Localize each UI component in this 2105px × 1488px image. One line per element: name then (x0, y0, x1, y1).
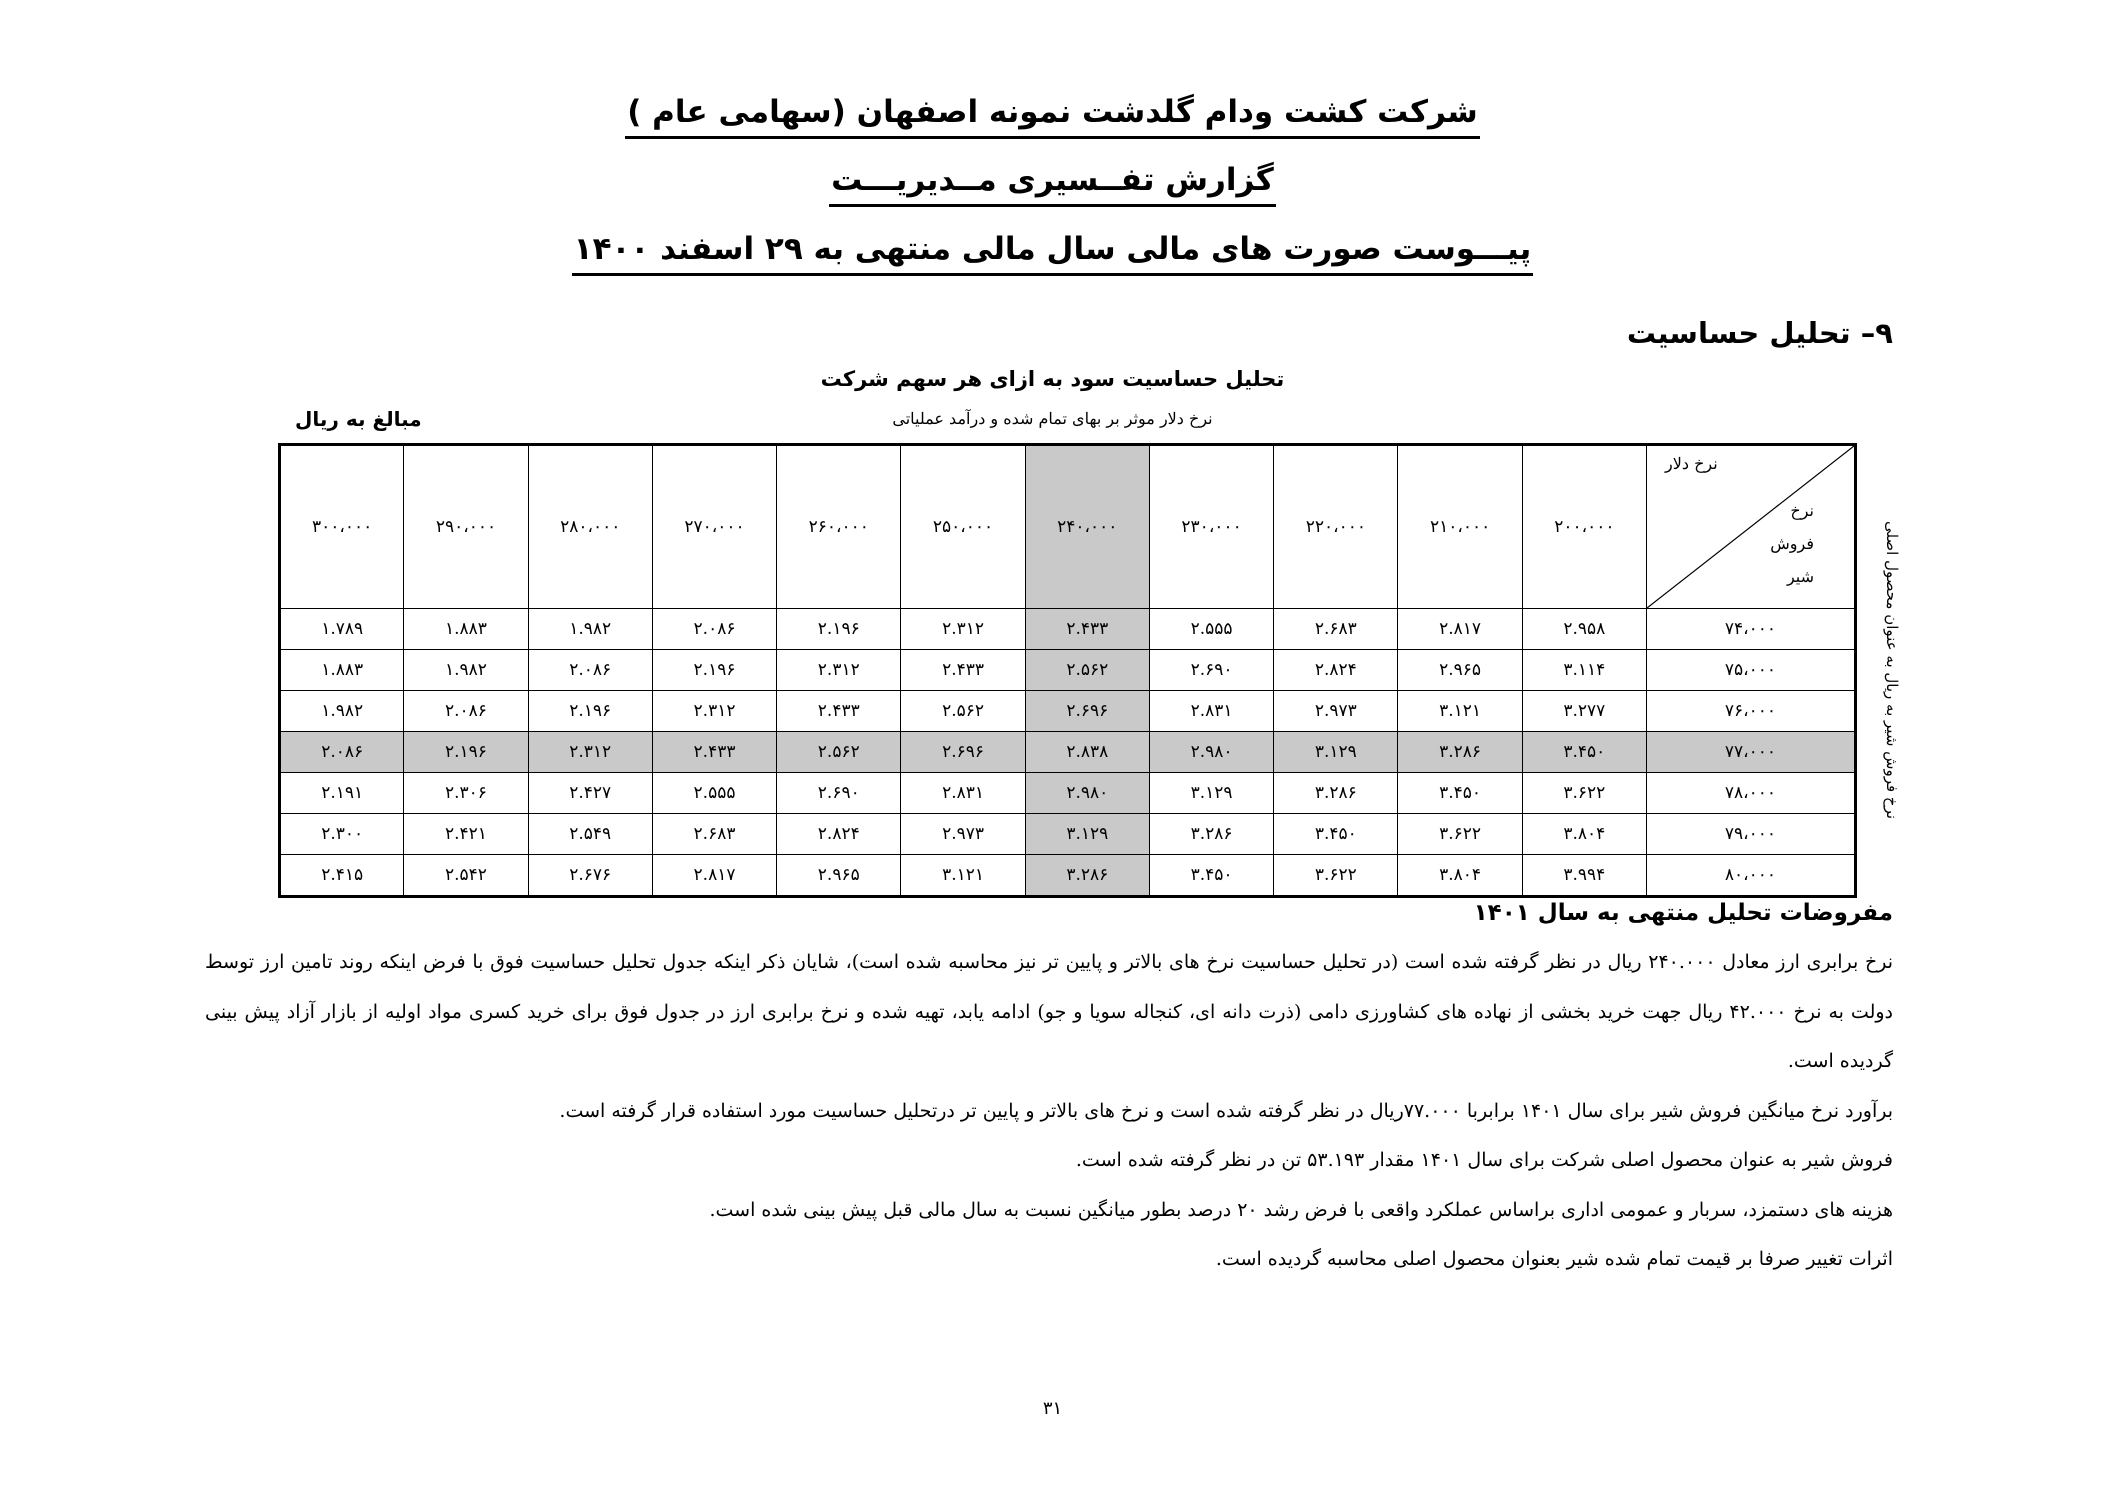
table-cell: ۲.۴۲۱ (404, 814, 528, 855)
table-cell: ۲.۳۰۶ (404, 773, 528, 814)
table-cell: ۱.۹۸۲ (404, 650, 528, 691)
table-cell: ۲.۰۸۶ (280, 732, 404, 773)
table-cell: ۲.۸۳۱ (1149, 691, 1273, 732)
row-header: ۷۵،۰۰۰ (1647, 650, 1856, 691)
table-cell: ۲.۱۹۱ (280, 773, 404, 814)
row-header: ۸۰،۰۰۰ (1647, 855, 1856, 897)
row-header: ۷۴،۰۰۰ (1647, 609, 1856, 650)
table-cell: ۳.۱۲۹ (1025, 814, 1149, 855)
table-cell: ۲.۹۸۰ (1025, 773, 1149, 814)
table-cell: ۱.۹۸۲ (280, 691, 404, 732)
assumption-paragraph: برآورد نرخ میانگین فروش شیر برای سال ۱۴۰۱ برابربا ۷۷.۰۰۰ریال در نظر گرفته شده است و نرخ های بالاتر و پایین تر درتحلیل حساسیت مورد استفاده قرار گرفته است. (559, 1099, 1893, 1122)
table-corner-cell (1647, 445, 1856, 609)
table-cell: ۲.۹۵۸ (1522, 609, 1646, 650)
table-cell: ۲.۵۵۵ (652, 773, 776, 814)
table-cell: ۱.۷۸۹ (280, 609, 404, 650)
table-cell: ۳.۸۰۴ (1398, 855, 1522, 897)
corner-milk-label: نرخ فروش شیر (1770, 501, 1814, 586)
column-header: ۲۴۰،۰۰۰ (1025, 445, 1149, 609)
table-row (280, 691, 1856, 732)
row-header: ۷۹،۰۰۰ (1647, 814, 1856, 855)
assumptions-text (205, 938, 1893, 1285)
assumption-paragraph: هزینه های دستمزد، سربار و عمومی اداری براساس عملکرد واقعی با فرض رشد ۲۰ درصد بطور میانگین نسبت به سال مالی قبل پیش بینی شده است. (709, 1198, 1893, 1221)
table-cell: ۲.۶۹۶ (1025, 691, 1149, 732)
table-cell: ۲.۸۲۴ (1274, 650, 1398, 691)
table-cell: ۲.۶۹۰ (1149, 650, 1273, 691)
table-row (280, 814, 1856, 855)
row-header: ۷۸،۰۰۰ (1647, 773, 1856, 814)
assumption-paragraph: اثرات تغییر صرفا بر قیمت تمام شده شیر بعنوان محصول اصلی محاسبه گردیده است. (1215, 1248, 1893, 1270)
table-cell: ۲.۳۱۲ (901, 609, 1025, 650)
table-cell: ۳.۲۸۶ (1274, 773, 1398, 814)
column-header: ۲۵۰،۰۰۰ (901, 445, 1025, 609)
table-cell: ۲.۴۳۳ (777, 691, 901, 732)
table-cell: ۳.۸۰۴ (1522, 814, 1646, 855)
column-header: ۳۰۰،۰۰۰ (280, 445, 404, 609)
table-cell: ۳.۱۲۹ (1274, 732, 1398, 773)
table-cell: ۳.۱۲۱ (1398, 691, 1522, 732)
table-cell: ۲.۵۴۲ (404, 855, 528, 897)
table-cell: ۲.۳۱۲ (777, 650, 901, 691)
row-header: ۷۶،۰۰۰ (1647, 691, 1856, 732)
table-row (280, 650, 1856, 691)
column-header: ۲۰۰،۰۰۰ (1522, 445, 1646, 609)
table-cell: ۳.۲۷۷ (1522, 691, 1646, 732)
table-header-row (280, 445, 1856, 609)
table-cell: ۲.۵۵۵ (1149, 609, 1273, 650)
table-cell: ۱.۸۸۳ (280, 650, 404, 691)
column-header: ۲۳۰،۰۰۰ (1149, 445, 1273, 609)
table-cell: ۱.۸۸۳ (404, 609, 528, 650)
table-cell: ۲.۱۹۶ (404, 732, 528, 773)
table-cell: ۲.۹۷۳ (901, 814, 1025, 855)
section-title: ۹– تحلیل حساسیت (1626, 316, 1893, 350)
table-cell: ۲.۱۹۶ (528, 691, 652, 732)
table-cell: ۲.۶۸۳ (652, 814, 776, 855)
table-cell: ۲.۹۶۵ (1398, 650, 1522, 691)
table-cell: ۲.۴۳۳ (652, 732, 776, 773)
table-cell: ۲.۰۸۶ (528, 650, 652, 691)
table-cell: ۳.۶۲۲ (1522, 773, 1646, 814)
table-cell: ۲.۰۸۶ (404, 691, 528, 732)
table-cell: ۲.۳۱۲ (528, 732, 652, 773)
table-cell: ۳.۲۸۶ (1025, 855, 1149, 897)
table-cell: ۱.۹۸۲ (528, 609, 652, 650)
table-cell: ۳.۴۵۰ (1274, 814, 1398, 855)
units-label: مبالغ به ریال (295, 407, 422, 431)
table-cell: ۲.۹۸۰ (1149, 732, 1273, 773)
table-cell: ۲.۸۳۱ (901, 773, 1025, 814)
table-cell: ۳.۹۹۴ (1522, 855, 1646, 897)
table-cell: ۲.۸۱۷ (652, 855, 776, 897)
table-cell: ۲.۶۹۶ (901, 732, 1025, 773)
table-cell: ۳.۴۵۰ (1522, 732, 1646, 773)
table-cell: ۳.۱۲۱ (901, 855, 1025, 897)
table-cell: ۳.۶۲۲ (1274, 855, 1398, 897)
table-cell: ۲.۱۹۶ (777, 609, 901, 650)
table-cell: ۳.۲۸۶ (1149, 814, 1273, 855)
table-title: تحلیل حساسیت سود به ازای هر سهم شرکت (820, 367, 1285, 391)
table-cell: ۲.۶۷۶ (528, 855, 652, 897)
table-row (280, 773, 1856, 814)
sensitivity-table (278, 443, 1857, 898)
column-header: ۲۶۰،۰۰۰ (777, 445, 901, 609)
table-row (280, 732, 1856, 773)
table-cell: ۲.۵۴۹ (528, 814, 652, 855)
corner-dollar-label: نرخ دلار (1665, 454, 1718, 473)
table-cell: ۲.۸۳۸ (1025, 732, 1149, 773)
row-header: ۷۷،۰۰۰ (1647, 732, 1856, 773)
column-header: ۲۷۰،۰۰۰ (652, 445, 776, 609)
report-title: گزارش تفــسیری مــدیریـــت (0, 162, 2105, 198)
table-cell: ۲.۸۲۴ (777, 814, 901, 855)
attachment-title: پیـــوست صورت های مالی سال مالی منتهی به ۲۹ اسفند ۱۴۰۰ (0, 231, 2105, 267)
column-header: ۲۱۰،۰۰۰ (1398, 445, 1522, 609)
table-cell: ۲.۰۸۶ (652, 609, 776, 650)
assumptions-title: مفروضات تحلیل منتهی به سال ۱۴۰۱ (1473, 900, 1893, 926)
table-cell: ۳.۲۸۶ (1398, 732, 1522, 773)
table-cell: ۲.۳۰۰ (280, 814, 404, 855)
table-row (280, 609, 1856, 650)
column-axis-label: نرخ دلار موثر بر بهای تمام شده و درآمد عملیاتی (892, 409, 1213, 428)
table-cell: ۲.۴۱۵ (280, 855, 404, 897)
table-cell: ۳.۴۵۰ (1398, 773, 1522, 814)
company-title: شرکت کشت ودام گلدشت نمونه اصفهان (سهامی عام ) (0, 94, 2105, 130)
table-cell: ۲.۱۹۶ (652, 650, 776, 691)
table-cell: ۲.۸۱۷ (1398, 609, 1522, 650)
table-cell: ۳.۶۲۲ (1398, 814, 1522, 855)
table-cell: ۲.۴۲۷ (528, 773, 652, 814)
table-cell: ۲.۵۶۲ (901, 691, 1025, 732)
column-header: ۲۸۰،۰۰۰ (528, 445, 652, 609)
column-header: ۲۲۰،۰۰۰ (1274, 445, 1398, 609)
table-cell: ۲.۴۳۳ (901, 650, 1025, 691)
column-header: ۲۹۰،۰۰۰ (404, 445, 528, 609)
table-cell: ۲.۹۶۵ (777, 855, 901, 897)
table-cell: ۲.۶۸۳ (1274, 609, 1398, 650)
table-cell: ۳.۴۵۰ (1149, 855, 1273, 897)
table-cell: ۲.۶۹۰ (777, 773, 901, 814)
table-cell: ۲.۹۷۳ (1274, 691, 1398, 732)
page-number: ۳۱ (1042, 1398, 1063, 1419)
table-cell: ۳.۱۲۹ (1149, 773, 1273, 814)
assumption-paragraph: فروش شیر به عنوان محصول اصلی شرکت برای سال ۱۴۰۱ مقدار ۵۳.۱۹۳ تن در نظر گرفته شده است. (1075, 1149, 1893, 1171)
row-axis-label: نرخ فروش شیر به ریال به عنوان محصول اصلی (1883, 520, 1901, 820)
table-cell: ۲.۳۱۲ (652, 691, 776, 732)
table-cell: ۲.۵۶۲ (777, 732, 901, 773)
table-cell: ۳.۱۱۴ (1522, 650, 1646, 691)
table-cell: ۲.۵۶۲ (1025, 650, 1149, 691)
table-cell: ۲.۴۳۳ (1025, 609, 1149, 650)
table-row (280, 855, 1856, 897)
assumption-paragraph: نرخ برابری ارز معادل ۲۴۰.۰۰۰ ریال در نظر گرفته شده است (در تحلیل حساسیت نرخ های بالاتر و پایین تر نیز محاسبه شده است)، شایان ذکر اینکه جدول تحلیل حساسیت فوق با فرض اینکه روند تامین ارز توسط دولت به نرخ ۴۲.۰۰۰ ریال جهت خرید بخشی از نهاده های کشاورزی دامی (ذرت دانه ای، کنجاله سویا و جو) ادامه یابد، تهیه شده و نرخ برابری ارز در جدول فوق برای خرید کسری مواد اولیه از بازار آزاد پیش بینی گردیده است. (205, 951, 1893, 1072)
